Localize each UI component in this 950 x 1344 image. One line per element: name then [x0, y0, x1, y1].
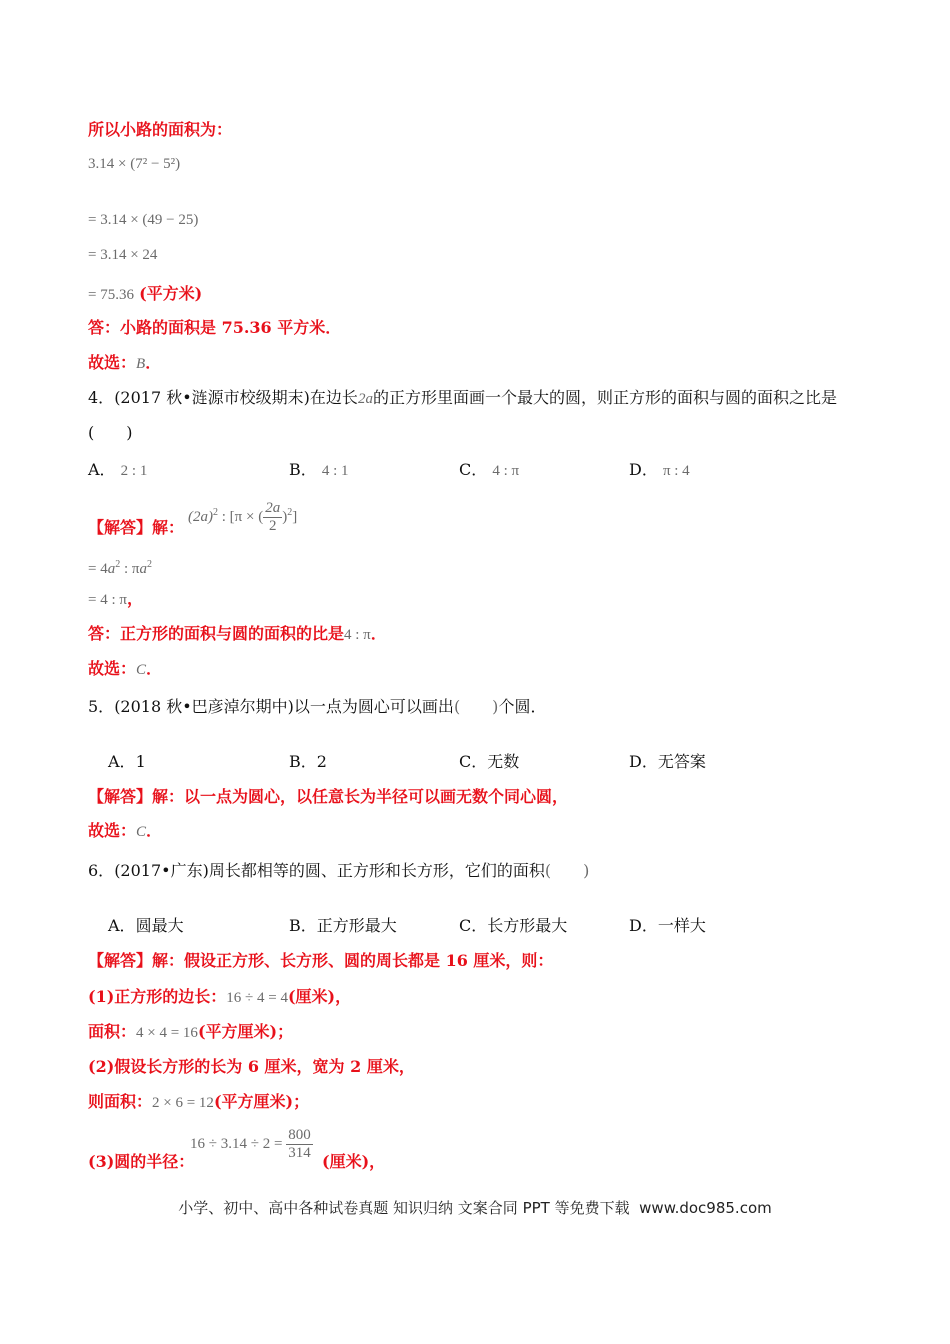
solution-tag: 【解答】: [88, 951, 153, 970]
solution-word: 解：: [152, 518, 185, 537]
option-c: [459, 916, 567, 936]
fraction-numerator: 800: [288, 1127, 311, 1143]
option-label: A．: [108, 916, 136, 935]
footer-site[interactable]: www.doc985.com: [639, 1199, 772, 1217]
choose-label: 故选：: [88, 353, 137, 372]
question-text: 以一点为圆心可以画出: [293, 697, 454, 716]
question-number: 4．: [88, 388, 115, 407]
option-b: [289, 752, 327, 772]
option-label: B．: [289, 752, 317, 771]
solution-line: [88, 951, 553, 971]
solution-text: (1)正方形的边长：: [88, 987, 227, 1006]
solution-line: [88, 787, 568, 807]
option-label: C．: [459, 916, 488, 935]
choose-end: ．: [145, 353, 162, 372]
fraction-numerator: 2a: [265, 500, 281, 516]
answer-blank: ( ): [88, 423, 133, 442]
fraction-denominator: 314: [288, 1145, 311, 1161]
fraction-denominator: 2: [268, 518, 277, 534]
question-text: 个圆．: [498, 697, 547, 716]
choose-line: [88, 659, 162, 680]
question-6: [88, 861, 589, 881]
fraction: [263, 500, 282, 535]
solution-text: 面积：: [88, 1022, 137, 1041]
solution-text: 解：假设正方形、长方形、圆的周长都是 16 厘米，则：: [152, 951, 554, 970]
option-value: 2: [316, 752, 327, 771]
fraction: [286, 1127, 313, 1162]
question-text: 在边长: [309, 388, 358, 407]
question-source: (2017 秋•涟源市校级期末): [114, 388, 310, 407]
choose-label: 故选：: [88, 821, 137, 840]
option-value: 4 : π: [492, 463, 520, 479]
math-text: 16 ÷ 3.14 ÷ 2 =: [190, 1135, 283, 1152]
math-expression: 16 ÷ 4 = 4: [226, 990, 288, 1006]
option-label: D．: [629, 752, 658, 771]
solution-line: [88, 987, 351, 1008]
option-b: [289, 916, 397, 936]
question-text: 的正方形里面画一个最大的圆，则正方形的面积与圆的面积之比是: [372, 388, 837, 407]
solution-tag: 【解答】: [88, 518, 153, 537]
choose-line: [88, 353, 161, 374]
question-number: 6．: [88, 861, 115, 880]
math-variable: 2a: [357, 391, 373, 407]
solution-line: [88, 589, 143, 610]
option-a: [108, 916, 184, 936]
math-expression: [190, 1127, 313, 1162]
math-expression: = 4 : π: [88, 592, 127, 608]
option-label: A．: [108, 752, 136, 771]
option-value: 2 : 1: [120, 463, 148, 479]
answer-blank: ( ): [453, 697, 499, 716]
solution-line: [88, 1022, 293, 1043]
option-d: [629, 916, 706, 936]
math-expression: = $4a^2$ : $\pi a^2$: [88, 559, 152, 577]
option-d: [629, 460, 690, 481]
choose-label: 故选：: [88, 659, 137, 678]
unit-text: (厘米)，: [322, 1152, 386, 1171]
unit-text: (平方厘米)；: [213, 1092, 310, 1111]
answer-end: ．: [370, 624, 387, 643]
solution-text: 解：以一点为圆心，以任意长为半径可以画无数个同心圆，: [152, 787, 569, 806]
option-value: 圆最大: [135, 916, 184, 935]
option-d: [629, 752, 706, 772]
math-expression: = 3.14 × 24: [88, 247, 158, 263]
option-value: 正方形最大: [316, 916, 397, 935]
option-a: [88, 460, 147, 481]
math-expression: 4 × 4 = 16: [136, 1025, 198, 1041]
answer-line: [88, 624, 387, 645]
choose-value: B: [136, 356, 146, 372]
solution-line: [88, 284, 202, 305]
answer-text: 答：正方形的面积与圆的面积的比是: [88, 624, 345, 643]
answer-line: 答：小路的面积是 75.36 平方米．: [88, 318, 342, 337]
choose-line: [88, 821, 162, 842]
page-footer: [0, 1197, 950, 1218]
math-expression: = 75.36: [88, 287, 134, 303]
option-label: D．: [629, 916, 658, 935]
option-value: 无数: [487, 752, 520, 771]
option-b: [289, 460, 349, 481]
unit-text: (平方厘米)；: [197, 1022, 294, 1041]
option-a: [108, 752, 146, 772]
option-value: 4 : 1: [321, 463, 349, 479]
option-value: 1: [135, 752, 146, 771]
choose-end: ．: [146, 821, 163, 840]
footer-text: 小学、初中、高中各种试卷真题 知识归纳 文案合同 PPT 等免费下载: [178, 1199, 630, 1217]
solution-line: (3)圆的半径：: [88, 1152, 195, 1171]
question-source: (2018 秋•巴彦淖尔期中): [114, 697, 294, 716]
math-expression: 3.14 × (7² − 5²): [88, 156, 181, 172]
answer-blank: ( ): [544, 861, 590, 880]
option-label: D．: [629, 460, 658, 479]
solution-tag-line: [88, 518, 184, 538]
math-expression: 2 × 6 = 12: [152, 1095, 214, 1111]
option-label: C．: [459, 752, 488, 771]
math-expression: = 3.14 × (49 − 25): [88, 212, 199, 228]
option-label: B．: [289, 460, 317, 479]
option-label: B．: [289, 916, 317, 935]
solution-tag: 【解答】: [88, 787, 153, 806]
math-expression: 4 : π: [344, 627, 371, 643]
solution-text: 则面积：: [88, 1092, 153, 1111]
option-value: 一样大: [657, 916, 706, 935]
solution-line: 所以小路的面积为：: [88, 120, 233, 139]
option-value: 长方形最大: [487, 916, 568, 935]
option-label: C．: [459, 460, 488, 479]
unit-text: (平方米): [139, 284, 203, 303]
question-text: 周长都相等的圆、正方形和长方形，它们的面积: [208, 861, 545, 880]
choose-value: C: [136, 824, 147, 840]
option-c: [459, 752, 519, 772]
choose-end: ．: [146, 659, 163, 678]
option-label: A．: [88, 460, 116, 479]
question-4: [88, 388, 837, 409]
solution-line: [88, 1092, 309, 1113]
option-value: π : 4: [662, 463, 690, 479]
option-value: 无答案: [657, 752, 706, 771]
question-source: (2017•广东): [114, 861, 209, 880]
question-5: [88, 697, 546, 717]
question-number: 5．: [88, 697, 115, 716]
math-expression: $(2a)^2$ : [π × ( $\frac{2a}{2}$ )$^2$]: [188, 500, 298, 534]
unit-text: (厘米)，: [287, 987, 352, 1006]
option-c: [459, 460, 519, 481]
choose-value: C: [136, 662, 147, 678]
solution-line: (2)假设长方形的长为 6 厘米，宽为 2 厘米，: [88, 1057, 415, 1076]
punctuation: ，: [126, 589, 143, 608]
